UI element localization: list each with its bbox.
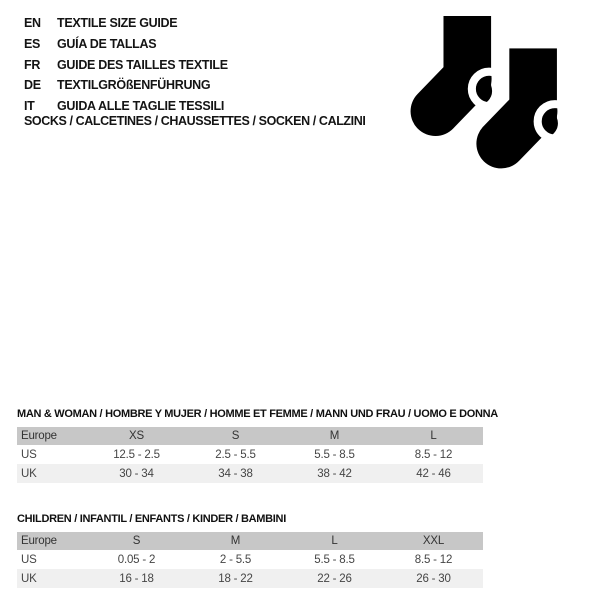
size-table-children [17,532,483,588]
language-code: IT [24,99,35,114]
row-label: UK [21,467,37,480]
size-cell: 16 - 18 [119,572,154,585]
size-cell: 5.5 - 8.5 [314,553,355,566]
table-row-uk [17,464,483,483]
column-header-size: M [329,430,340,442]
row-label: UK [21,572,37,585]
language-row [24,54,228,75]
size-table-adults [17,427,483,483]
table-row-us [17,445,483,464]
column-header-size: M [230,535,241,547]
size-table-section-adults [17,408,498,483]
column-header-region: Europe [21,430,57,442]
table-row-uk [17,569,483,588]
size-table-title-adults: MAN & WOMAN / HOMBRE Y MUJER / HOMME ET FEMME / MANN UND FRAU / UOMO E DONNA [17,408,498,420]
column-header-region: Europe [21,535,57,547]
column-header-size: S [231,430,240,442]
size-cell: 42 - 46 [416,467,451,480]
language-label: GUIDA ALLE TAGLIE TESSILI [57,99,225,114]
size-cell: 18 - 22 [218,572,253,585]
language-label: TEXTILE SIZE GUIDE [57,16,178,31]
row-label: US [21,553,37,566]
size-cell: 2 - 5.5 [219,553,252,566]
language-code: FR [24,57,41,72]
column-header-size: XS [129,430,144,442]
size-cell: 38 - 42 [317,467,352,480]
table-header-row [17,427,483,445]
size-cell: 0.05 - 2 [117,553,156,566]
language-row [24,13,228,34]
language-label: GUÍA DE TALLAS [57,37,157,52]
language-code: DE [24,78,41,93]
size-cell: 30 - 34 [119,467,154,480]
size-cell: 12.5 - 2.5 [113,448,160,461]
size-cell: 8.5 - 12 [414,553,453,566]
size-cell: 34 - 38 [218,467,253,480]
sock-front-shape [501,41,559,143]
size-cell: 5.5 - 8.5 [314,448,355,461]
column-header-size: L [430,430,437,442]
language-row [24,34,228,55]
sock-back-shape [435,16,506,111]
size-table-section-children [17,513,483,588]
column-header-size: L [331,535,338,547]
size-cell: 8.5 - 12 [414,448,453,461]
size-cell: 22 - 26 [317,572,352,585]
table-row-us [17,550,483,569]
language-label: TEXTILGRÖßENFÜHRUNG [57,78,211,93]
language-list [24,13,228,116]
column-header-size: XXL [422,535,445,547]
column-header-size: S [132,535,141,547]
language-label: GUIDE DES TAILLES TEXTILE [57,57,228,72]
category-line: SOCKS / CALCETINES / CHAUSSETTES / SOCKEN / CALZINI [24,114,366,128]
language-code: ES [24,37,41,52]
size-cell: 2.5 - 5.5 [215,448,256,461]
table-header-row [17,532,483,550]
size-cell: 26 - 30 [416,572,451,585]
row-label: US [21,448,37,461]
language-code: EN [24,16,41,31]
size-table-title-children: CHILDREN / INFANTIL / ENFANTS / KINDER / BAMBINI [17,513,286,525]
language-row [24,75,228,96]
socks-icon [409,16,559,174]
